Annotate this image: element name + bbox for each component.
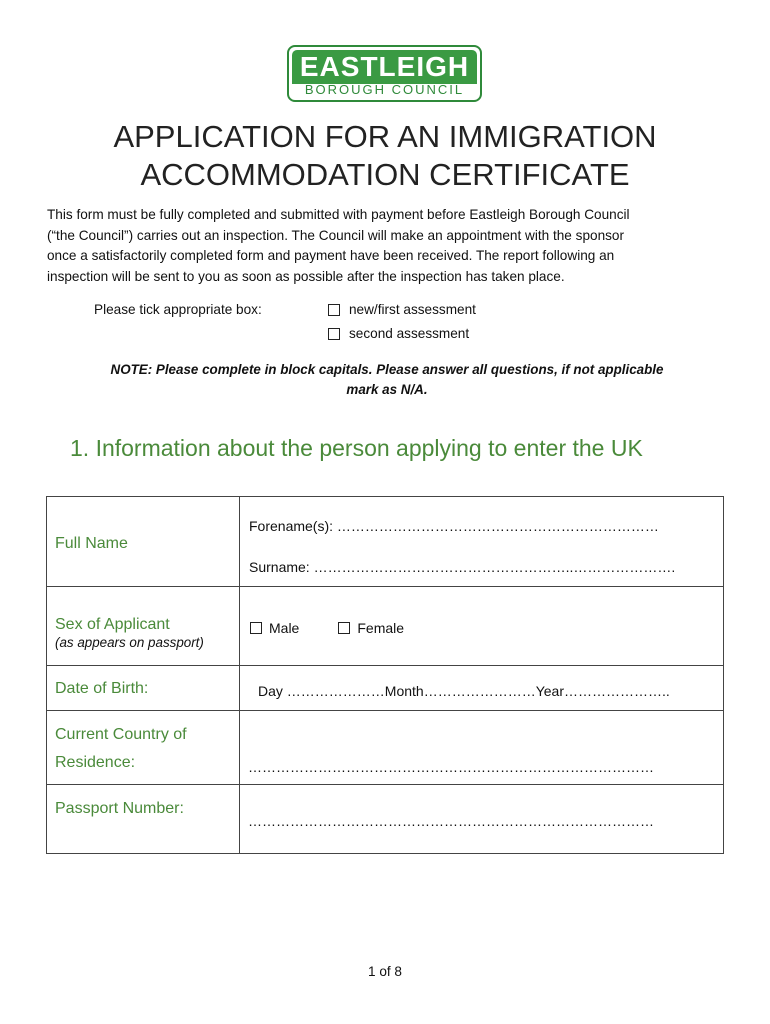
intro-line: (“the Council”) carries out an inspection. The Council will make an appointment with the sponsor: [47, 227, 625, 243]
eastleigh-logo: [287, 45, 482, 102]
label-cell: [47, 587, 240, 666]
title-line-2: ACCOMMODATION CERTIFICATE: [140, 157, 630, 192]
row-passport: [47, 785, 724, 854]
logo-wordmark: EASTLEIGH: [292, 50, 477, 84]
country-label-line-1: Current Country of: [55, 726, 187, 743]
row-dob: [47, 666, 724, 711]
checkbox[interactable]: [328, 328, 340, 340]
sex-options: [240, 587, 723, 636]
forename-field[interactable]: Forename(s): ……………………………………………………………: [249, 518, 659, 534]
field-cell: [240, 711, 724, 785]
country-label-line-2: Residence:: [55, 754, 136, 771]
document-title: [0, 118, 770, 194]
row-full-name: [47, 497, 724, 587]
country-field[interactable]: ……………………………………………………………………………: [248, 759, 654, 775]
label-cell: [47, 711, 240, 785]
label-cell: [47, 497, 240, 587]
field-cell: [240, 587, 724, 666]
female-label: Female: [357, 620, 405, 636]
field-cell: [240, 666, 724, 711]
option-label: new/first assessment: [349, 302, 476, 317]
surname-field[interactable]: Surname: ………………………………………………..………………….: [249, 559, 676, 575]
field-cell: [240, 785, 724, 854]
full-name-label: Full Name: [55, 535, 128, 552]
note-line-2: mark as N/A.: [346, 382, 428, 397]
checkbox[interactable]: [328, 304, 340, 316]
passport-label: Passport Number:: [55, 800, 184, 817]
section-1-heading: 1. Information about the person applying to enter the UK: [70, 435, 643, 461]
sex-sublabel: (as appears on passport): [55, 635, 204, 650]
title-line-1: APPLICATION FOR AN IMMIGRATION: [113, 119, 657, 154]
option-second-assessment[interactable]: [328, 326, 469, 341]
tick-instruction: Please tick appropriate box:: [94, 302, 262, 317]
intro-paragraph: [47, 205, 727, 287]
row-sex: [47, 587, 724, 666]
female-checkbox[interactable]: [338, 622, 350, 634]
dob-label: Date of Birth:: [55, 680, 149, 697]
page-number: 1 of 8: [367, 964, 402, 979]
note-block-capitals: [47, 360, 727, 400]
note-line-1: NOTE: Please complete in block capitals. Please answer all questions, if not applicable: [110, 362, 664, 377]
male-checkbox[interactable]: [250, 622, 262, 634]
field-cell: [240, 497, 724, 587]
intro-line: once a satisfactorily completed form and payment have been received. The report following an: [47, 248, 615, 263]
row-country: [47, 711, 724, 785]
option-label: second assessment: [349, 326, 470, 341]
applicant-info-table: [46, 496, 724, 854]
dob-field[interactable]: Day …………………Month……………………Year…………………..: [258, 683, 670, 699]
label-cell: [47, 666, 240, 711]
logo-subtitle: BOROUGH COUNCIL: [304, 82, 465, 97]
intro-line: This form must be fully completed and submitted with payment before Eastleigh Borough Council: [47, 207, 630, 222]
intro-line: inspection will be sent to you as soon as possible after the inspection has taken place.: [47, 268, 565, 284]
label-cell: [47, 785, 240, 854]
option-first-assessment[interactable]: [328, 302, 476, 317]
male-label: Male: [269, 620, 300, 636]
passport-field[interactable]: ……………………………………………………………………………: [248, 813, 654, 829]
sex-label: Sex of Applicant: [55, 616, 170, 633]
